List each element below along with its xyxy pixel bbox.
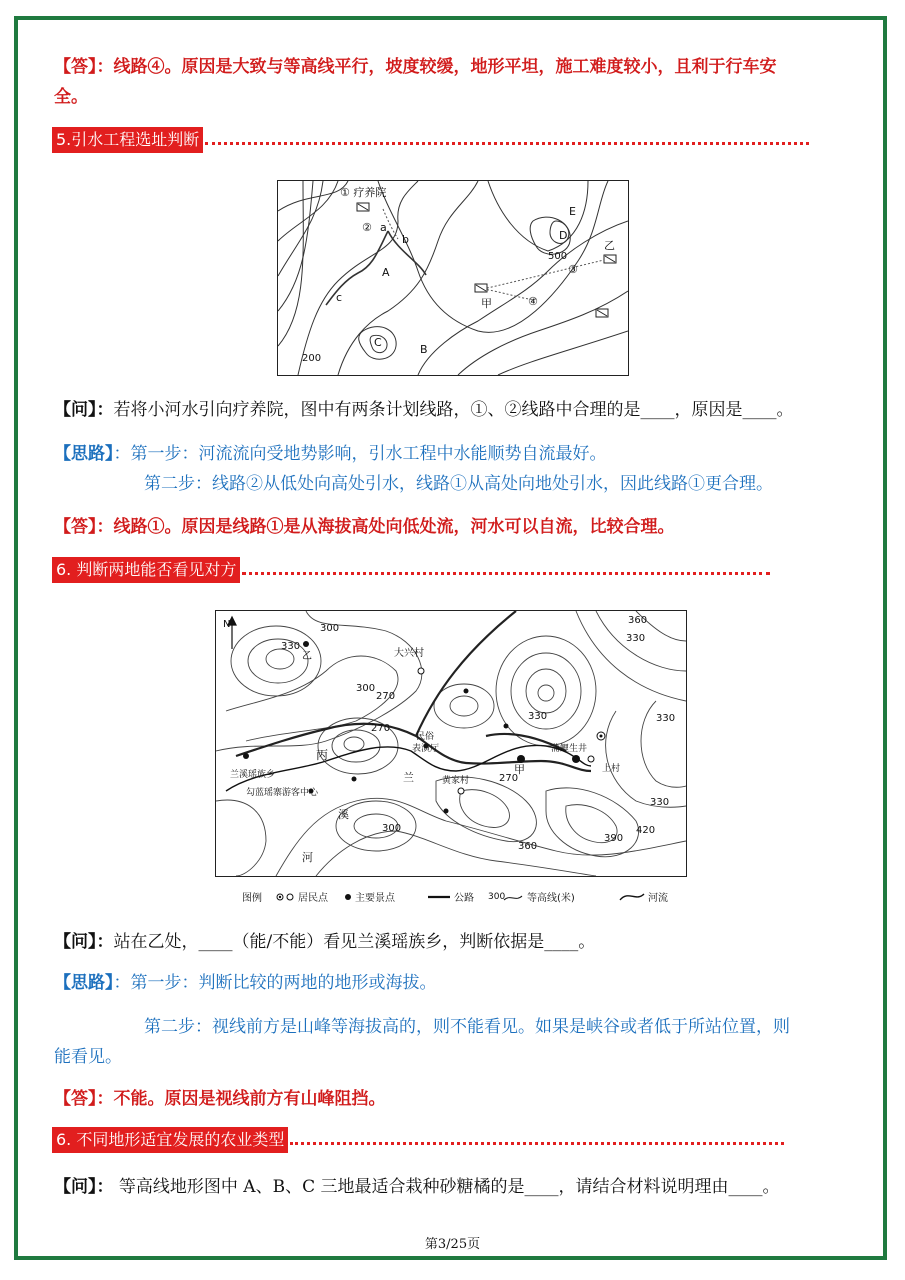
- thinking-step2-cont: 能看见。: [54, 1047, 122, 1067]
- label-b: b: [402, 233, 409, 246]
- label-500: 500: [548, 251, 568, 262]
- s7-question: [54, 1172, 854, 1202]
- map-legend: [240, 886, 680, 908]
- question-text: 站在乙处，____（能/不能）看见兰溪瑶族乡，判断依据是____。: [113, 932, 596, 952]
- label-hospital: ① 疗养院: [340, 186, 387, 199]
- label-360-b: 360: [518, 841, 538, 852]
- label-330-b: 330: [626, 633, 646, 644]
- label-paoli: 蒲鲤生井: [551, 744, 588, 754]
- label-he: 河: [302, 851, 313, 864]
- prev-answer-line2: [54, 82, 854, 112]
- label-bing: 丙: [316, 748, 329, 762]
- label-huangjia: 黄家村: [442, 776, 470, 786]
- label-420: 420: [636, 825, 656, 836]
- s6-question: [54, 927, 854, 957]
- contour-map-2: [215, 610, 687, 877]
- question-label: 【问】：: [54, 1177, 114, 1197]
- label-390: 390: [604, 833, 624, 844]
- legend-scenic: 主要景点: [355, 893, 395, 904]
- question-label: 【问】：: [54, 400, 114, 420]
- thinking-step1: ：第一步：判断比较的两地的地形或海拔。: [113, 973, 437, 993]
- thinking-step2: 第二步：线路②从低处向高处引水，线路①从高处向地处引水，因此线路①更合理。: [144, 474, 773, 494]
- contour-map-1: [277, 180, 629, 376]
- answer-text: 线路④。原因是大致与等高线平行，坡度较缓，地形平坦，施工难度较小，且利于行车安: [113, 57, 777, 77]
- label-lanxi: 兰溪瑶族乡: [230, 770, 276, 780]
- section-title: 6. 判断两地能否看见对方: [52, 557, 240, 583]
- label-D: D: [559, 229, 568, 242]
- label-C: C: [374, 336, 382, 349]
- label-A: A: [382, 266, 390, 279]
- page-number: 第3/25页: [424, 1237, 481, 1252]
- north-label: N: [223, 619, 231, 630]
- label-a: a: [380, 221, 387, 234]
- legend-river: 河流: [648, 893, 668, 904]
- label-330-e: 330: [656, 713, 676, 724]
- dotted-rule: [242, 572, 770, 575]
- label-300: 300: [320, 623, 340, 634]
- label-300-c: 300: [382, 823, 402, 834]
- legend-road: 公路: [454, 893, 474, 904]
- s6-thinking2-cont: [54, 1042, 854, 1072]
- answer-text: 线路①。原因是线路①是从海拔高处向低处流，河水可以自流，比较合理。: [113, 517, 675, 537]
- section-header-5: [52, 126, 809, 154]
- label-yi: 乙: [302, 651, 312, 662]
- label-jia: 甲: [481, 297, 492, 310]
- label-yi: 乙: [604, 239, 615, 252]
- label-minsu: 民俗: [416, 732, 435, 742]
- label-330-d: 330: [650, 797, 670, 808]
- s5-question: [54, 395, 854, 425]
- s5-thinking1: [54, 439, 854, 469]
- section-title: 6. 不同地形适宜发展的农业类型: [52, 1127, 288, 1153]
- answer-text: 不能。原因是视线前方有山峰阻挡。: [113, 1089, 386, 1109]
- label-360: 360: [628, 615, 648, 626]
- label-330-c: 330: [528, 711, 548, 722]
- label-E: E: [569, 205, 576, 218]
- label-shangcun: 上村: [602, 764, 621, 774]
- dotted-rule: [205, 142, 809, 145]
- label-lan: 兰: [403, 771, 414, 784]
- legend-label: 图例: [242, 893, 262, 904]
- contour-map-1-svg: [278, 181, 628, 375]
- legend-contour: 等高线(米): [527, 893, 575, 904]
- answer-label: 【答】：: [54, 57, 114, 77]
- section-header-6: [52, 556, 770, 584]
- s6-answer: [54, 1084, 854, 1114]
- label-200: 200: [302, 353, 322, 364]
- contour-map-2-svg: [216, 611, 686, 876]
- label-c: c: [336, 291, 343, 304]
- section-title: 5.引水工程选址判断: [52, 127, 203, 153]
- label-r3: ③: [568, 263, 578, 276]
- thinking-label: 【思路】: [54, 444, 114, 464]
- prev-answer-line1: [54, 52, 854, 82]
- label-xi: 溪: [338, 808, 349, 821]
- question-text: 若将小河水引向疗养院，图中有两条计划线路，①、②线路中合理的是____，原因是____。: [113, 400, 794, 420]
- s6-thinking2: [144, 1012, 905, 1042]
- question-label: 【问】：: [54, 932, 114, 952]
- s5-thinking2: [144, 469, 905, 499]
- label-B: B: [420, 343, 428, 356]
- label-daxing: 大兴村: [394, 648, 424, 659]
- legend-contour-value: 300: [488, 892, 506, 902]
- thinking-step2: 第二步：视线前方是山峰等海拔高的，则不能看见。如果是峡谷或者低于所站位置，则: [144, 1017, 790, 1037]
- answer-label: 【答】：: [54, 1089, 114, 1109]
- label-330: 330: [281, 641, 301, 652]
- label-jia: 甲: [514, 763, 525, 776]
- label-biaoyanting: 表演厅: [412, 744, 440, 754]
- answer-text-cont: 全。: [54, 87, 88, 107]
- label-270-c: 270: [499, 773, 519, 784]
- legend-svg: [240, 886, 680, 908]
- label-270: 270: [376, 691, 396, 702]
- label-270-b: 270: [371, 723, 391, 734]
- question-text: 等高线地形图中 A、B、C 三地最适合栽种砂糖橘的是____，请结合材料说明理由____。: [113, 1177, 780, 1197]
- s6-thinking1: [54, 968, 854, 998]
- legend-residential: 居民点: [298, 893, 328, 904]
- thinking-label: 【思路】: [54, 973, 114, 993]
- label-r4: ④: [528, 295, 538, 308]
- dotted-rule: [290, 1142, 784, 1145]
- label-goulan: 勾蓝瑶寨游客中心: [246, 788, 319, 798]
- label-route2: ②: [362, 221, 372, 234]
- section-header-7: [52, 1126, 784, 1154]
- answer-label: 【答】：: [54, 517, 114, 537]
- s5-answer: [54, 512, 854, 542]
- label-300-b: 300: [356, 683, 376, 694]
- thinking-step1: ：第一步：河流流向受地势影响，引水工程中水能顺势自流最好。: [113, 444, 607, 464]
